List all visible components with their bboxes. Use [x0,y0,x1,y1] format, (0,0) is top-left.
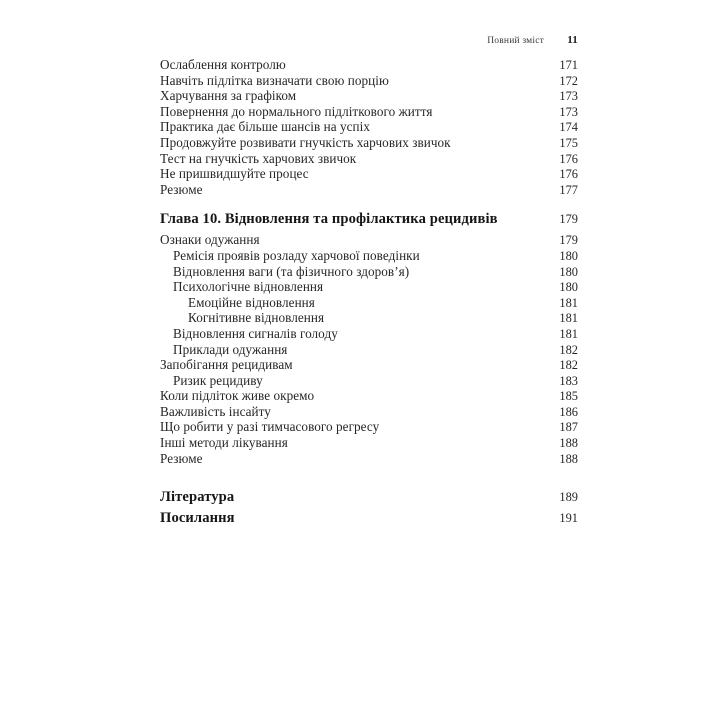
toc-entry-page-number: 189 [559,490,578,505]
toc-entry-page-number: 173 [559,104,578,119]
toc-entry-label: Навчіть підлітка визначати свою порцію [160,72,389,88]
toc-entry[interactable] [160,57,578,73]
toc-entry-page-number: 180 [559,280,578,295]
toc-entry[interactable] [160,342,578,358]
toc-entry-label: Глава 10. Відновлення та профілактика рецидивів [160,211,498,228]
toc-entry-page-number: 180 [559,264,578,279]
toc-entry-page-number: 183 [559,373,578,388]
toc-entry[interactable] [160,357,578,373]
toc-entry-label: Що робити у разі тимчасового регресу [160,419,380,435]
toc-entry[interactable] [160,232,578,248]
toc-entry-page-number: 186 [559,404,578,419]
toc-entry[interactable] [160,248,578,264]
toc-entry-page-number: 187 [559,420,578,435]
toc-entry-label: Ремісія проявів розладу харчової поведінки [173,247,420,263]
toc-entry[interactable] [160,166,578,182]
toc-entry-label: Повернення до нормального підліткового життя [160,103,433,119]
toc-entry-page-number: 188 [559,451,578,466]
toc-entry-page-number: 171 [559,58,578,72]
running-head-title: Повний зміст [487,36,544,46]
toc-entry-page-number: 191 [559,511,578,526]
toc-entry[interactable] [160,326,578,342]
toc-entry[interactable] [160,135,578,151]
toc-entry-page-number: 174 [559,120,578,135]
toc-entry-page-number: 176 [559,167,578,182]
toc-entry-label: Література [160,489,235,506]
toc-entry-page-number: 176 [559,151,578,166]
running-head [160,34,578,46]
toc-entry-label: Практика дає більше шансів на успіх [160,119,370,135]
toc-entry-label: Посилання [160,510,235,527]
toc-entry-label: Резюме [160,181,203,197]
toc-entry[interactable] [160,209,578,229]
toc-entry-label: Ослаблення контролю [160,57,286,72]
toc-entry-label: Коли підліток живе окремо [160,388,315,404]
toc-entry-page-number: 181 [559,295,578,310]
toc-entry-label: Приклади одужання [173,341,288,357]
toc-entry-label: Продовжуйте розвивати гнучкість харчових звичок [160,134,451,150]
toc-entry-label: Психологічне відновлення [173,279,324,295]
toc-entry[interactable] [160,451,578,467]
toc-entry[interactable] [160,373,578,389]
toc-entry[interactable] [160,388,578,404]
toc-entry-page-number: 179 [559,233,578,248]
toc-entry-page-number: 185 [559,389,578,404]
toc-entry[interactable] [160,151,578,167]
toc-entry-page-number: 181 [559,311,578,326]
toc-entry-label: Не пришвидшуйте процес [160,166,309,182]
toc-entry-label: Когнітивне відновлення [188,310,325,326]
toc-entry-label: Резюме [160,450,203,466]
toc-entry-page-number: 179 [559,212,578,227]
toc-entry-page-number: 182 [559,342,578,357]
toc-entry-page-number: 173 [559,89,578,104]
toc-entry-label: Ризик рецидиву [173,372,263,388]
toc-entry-page-number: 172 [559,73,578,88]
toc-entry[interactable] [160,310,578,326]
toc-entry-page-number: 188 [559,436,578,451]
toc-entry[interactable] [160,435,578,451]
toc-entry[interactable] [160,73,578,89]
toc-entry[interactable] [160,279,578,295]
toc-entry-page-number: 177 [559,182,578,197]
toc-entry-label: Ознаки одужання [160,232,260,248]
toc-entry-label: Інші методи лікування [160,435,288,451]
toc-entry-label: Відновлення сигналів голоду [173,325,338,341]
toc-entry[interactable] [160,264,578,280]
toc-entry[interactable] [160,404,578,420]
toc-entry-page-number: 175 [559,135,578,150]
toc-entry[interactable] [160,88,578,104]
toc-entry[interactable] [160,295,578,311]
toc-entry[interactable] [160,119,578,135]
toc-entry-label: Запобігання рецидивам [160,357,293,373]
toc-entry[interactable] [160,104,578,120]
toc-entry-page-number: 182 [559,358,578,373]
toc-entry-label: Тест на гнучкість харчових звичок [160,150,357,166]
toc-entry[interactable] [160,419,578,435]
toc-entry-page-number: 180 [559,248,578,263]
running-head-page-number: 11 [567,34,578,46]
toc-entry-label: Емоційне відновлення [188,294,315,310]
toc-entry[interactable] [160,487,578,508]
toc-entry-label: Харчування за графіком [160,88,297,104]
toc-entry-page-number: 181 [559,326,578,341]
toc-entry-label: Важливість інсайту [160,403,271,419]
toc-entry[interactable] [160,508,578,529]
table-of-contents [160,57,578,529]
toc-entry[interactable] [160,182,578,198]
toc-entry-label: Відновлення ваги (та фізичного здоров’я) [173,263,410,279]
